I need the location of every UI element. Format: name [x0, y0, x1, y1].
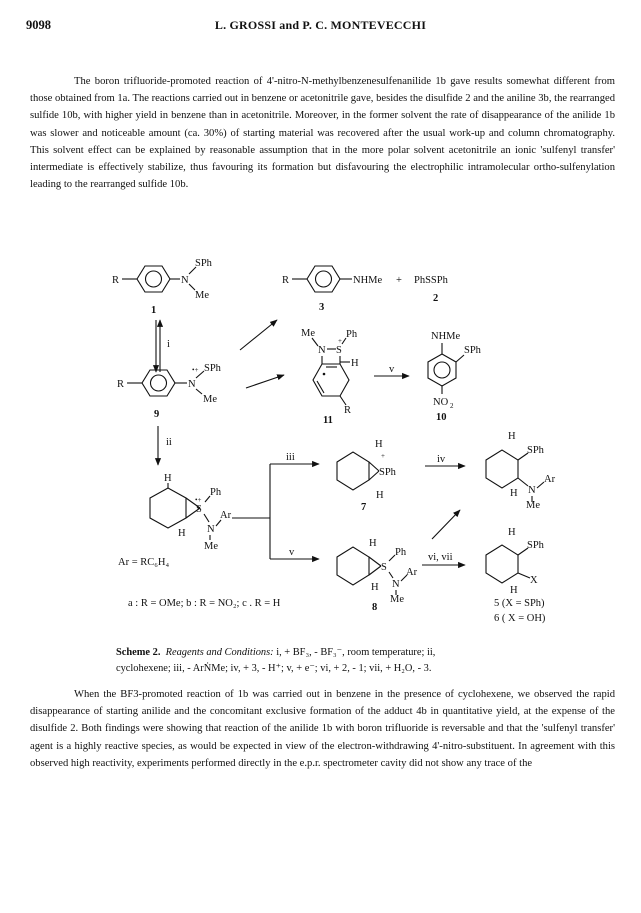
paragraph-1-line-3: besides the disulfide 2 and the aniline 3b, the rearranged sulfide 10b, with higher yield in benzene than in: [30, 93, 615, 122]
step-iii-label: iii: [286, 452, 295, 463]
svg-text:+: +: [338, 337, 342, 345]
svg-text:•+: •+: [192, 366, 199, 374]
compound-3: [282, 266, 383, 313]
compound-1-r-label: R: [112, 275, 120, 286]
paragraph-1-line-6: chromatography. This solvent effect can be explained by reasonable assumption that in the more polar solvent: [30, 127, 615, 156]
compound-11-r-label: R: [344, 405, 352, 416]
compound-1-sph-label: SPh: [195, 258, 212, 269]
compound-8: [337, 538, 418, 613]
compound-1-me-label: Me: [195, 290, 209, 301]
ar-definition: Ar = RC₆H₄: [118, 557, 170, 568]
product-h-top-label: H: [508, 431, 516, 442]
compound-11-n-label: N: [318, 345, 326, 356]
compound-9-r-label: R: [117, 379, 125, 390]
paragraph-1-line-1: The boron trifluoride-promoted reaction of 4'-nitro-N-methylbenzenesulfenanilide 1b gave results: [74, 76, 503, 87]
compound-9-sph-label: SPh: [204, 363, 221, 374]
paragraph-1-line-8: disfavouring the electrophilic intramolecular ortho-sulfenylation leading to the rearranged sulfide 10b.: [30, 162, 616, 191]
step-v-bottom-label: v: [289, 547, 295, 558]
compound-2-number: 2: [433, 293, 439, 304]
product-me-label: Me: [526, 500, 540, 511]
compound-10-nhme-label: NHMe: [431, 331, 461, 342]
compound-11: [301, 328, 359, 426]
product-ar-label: Ar: [544, 474, 556, 485]
compound-11-ph-label: Ph: [346, 329, 358, 340]
compound-1-number: 1: [151, 305, 157, 316]
plus-sign: +: [396, 275, 402, 286]
caption-line-1: i, + BF₃, - BF₃⁻, room temperature; ii,: [273, 647, 436, 658]
compound-6-label: 6 ( X = OH): [494, 613, 546, 624]
thiiranium-s-label: S: [196, 504, 202, 515]
compound-8-me-label: Me: [390, 594, 404, 605]
compound-8-ar-label: Ar: [406, 567, 418, 578]
paragraph-1-line-2: somewhat different from those obtained from 1a. The reactions carried out in benzene or acetonitrile gave,: [30, 76, 615, 105]
reaction-scheme: [0, 250, 641, 640]
compound-1: [112, 258, 213, 316]
compound-3-nhme-label: NHMe: [353, 275, 383, 286]
compound-11-s-label: S: [336, 345, 342, 356]
compound-3-number: 3: [319, 302, 325, 313]
compound-7-sph-label: SPh: [379, 467, 396, 478]
arrow-8-to-product: [432, 510, 460, 539]
compound-9: [117, 363, 222, 420]
paragraph-2-line-5: be expected in view of the electron-withdrawing 4'-nitro-substituent. In agreement with this observed high: [30, 740, 616, 769]
page-number: 9098: [26, 18, 51, 32]
product-h-bottom-label: H: [510, 488, 518, 499]
compound-9-me-label: Me: [203, 394, 217, 405]
compound-1-n-label: N: [181, 275, 189, 286]
step-v-top-label: v: [389, 364, 395, 375]
compound-8-number: 8: [372, 602, 378, 613]
disulfide-label: PhSSPh: [414, 275, 448, 286]
compound-8-ph-label: Ph: [395, 547, 407, 558]
arrow-9-to-11: [246, 375, 284, 388]
compound-8-n-label: N: [392, 579, 400, 590]
thiiranium-ar-label: Ar: [220, 510, 232, 521]
svg-text:+: +: [381, 452, 385, 460]
caption-label: Scheme 2.: [116, 647, 161, 658]
running-head: L. GROSSI and P. C. MONTEVECCHI: [214, 18, 427, 32]
compound-5-6: [486, 527, 546, 624]
scheme-caption: [116, 645, 616, 677]
paragraph-2-line-4: 1b with boron trifluoride is reversable and that the 'sulfenyl transfer' agent is a highly reactive species, as would: [30, 723, 615, 752]
paragraph-1-line-4: acetonitrile. Moreover, in the former solvent the rate of disappearance of the anilide 1b was slower and: [30, 110, 616, 139]
compound-7: [337, 439, 397, 513]
paragraph-1: [30, 73, 615, 193]
compound-7-h-bottom-label: H: [376, 490, 384, 501]
compound-10-no-label: NO: [433, 397, 449, 408]
caption-title: Reagents and Conditions:: [165, 647, 274, 658]
step-i-label: i: [167, 339, 170, 350]
arrow-9-to-3: [240, 320, 277, 350]
compound-5-6-sph-label: SPh: [527, 540, 544, 551]
paragraph-2-line-1: When the BF3-promoted reaction of 1b was carried out in benzene in the presence of cyclohexene, we: [74, 689, 530, 700]
compound-5-6-h-top-label: H: [508, 527, 516, 538]
compound-10-sph-label: SPh: [464, 345, 481, 356]
paragraph-2-line-2: observed the rapid disappearance of starting anilide and the concomitant exclusive formation of the adduct 4b: [30, 689, 615, 718]
paragraph-1-line-5: noticeable amount (ca. 30%) of starting material was recovered after the usual work-up and column: [101, 127, 540, 139]
compound-11-h-label: H: [351, 358, 359, 369]
paragraph-1-line-7: acetonitrile an ionic 'sulfenyl transfer' intermediate is effectively stabilize, thus favouring its formation but: [30, 144, 615, 174]
paragraph-2: [30, 686, 615, 772]
r-definition: a : R = OMe; b : R = NO₂; c . R = H: [128, 598, 281, 609]
thiiranium-h-bottom-label: H: [178, 528, 186, 539]
compound-10: [428, 331, 482, 423]
thiiranium-ph-label: Ph: [210, 487, 222, 498]
product-sph-label: SPh: [527, 445, 544, 456]
step-iv-label: iv: [437, 454, 446, 465]
step-ii-label: ii: [166, 437, 172, 448]
svg-text:•+: •+: [195, 496, 202, 504]
compound-10-no2-subscript: 2: [450, 402, 454, 410]
caption-line-2: cyclohexene; iii, - ArṄMe; iv, + 3, - H⁺; v, + e⁻; vi, + 2, - 1; vii, + H₂O, - 3.: [116, 663, 432, 674]
compound-10-number: 10: [436, 412, 447, 423]
paragraph-2-line-6: reactivity, experiments performed directly in the e.p.r. spectrometer cavity did not show any trace of the: [92, 757, 533, 769]
product-n-label: N: [528, 485, 536, 496]
compound-5-label: 5 (X = SPh): [494, 598, 545, 609]
compound-7-number: 7: [361, 502, 367, 513]
compound-5-6-h-bottom-label: H: [510, 585, 518, 596]
compound-9-n-label: N: [188, 379, 196, 390]
thiiranium-me-label: Me: [204, 541, 218, 552]
compound-11-me-label: Me: [301, 328, 315, 339]
compound-11-number: 11: [323, 415, 333, 426]
step-vi-vii-label: vi, vii: [428, 552, 453, 563]
compound-8-h-top-label: H: [369, 538, 377, 549]
compound-3-r-label: R: [282, 275, 290, 286]
paragraph-2-line-3: in quantitative yield, at the expense of the disulfide 2. Both findings were showing that reaction of the anilide: [30, 706, 615, 735]
compound-8-h-bottom-label: H: [371, 582, 379, 593]
compound-8-s-label: S: [381, 562, 387, 573]
thiiranium-n-label: N: [207, 524, 215, 535]
compound-7-h-top-label: H: [375, 439, 383, 450]
compound-5-6-x-label: X: [530, 575, 538, 586]
thiiranium-intermediate: [150, 473, 232, 552]
compound-9-number: 9: [154, 409, 160, 420]
rearranged-product: [486, 431, 556, 511]
thiiranium-h-top-label: H: [164, 473, 172, 484]
